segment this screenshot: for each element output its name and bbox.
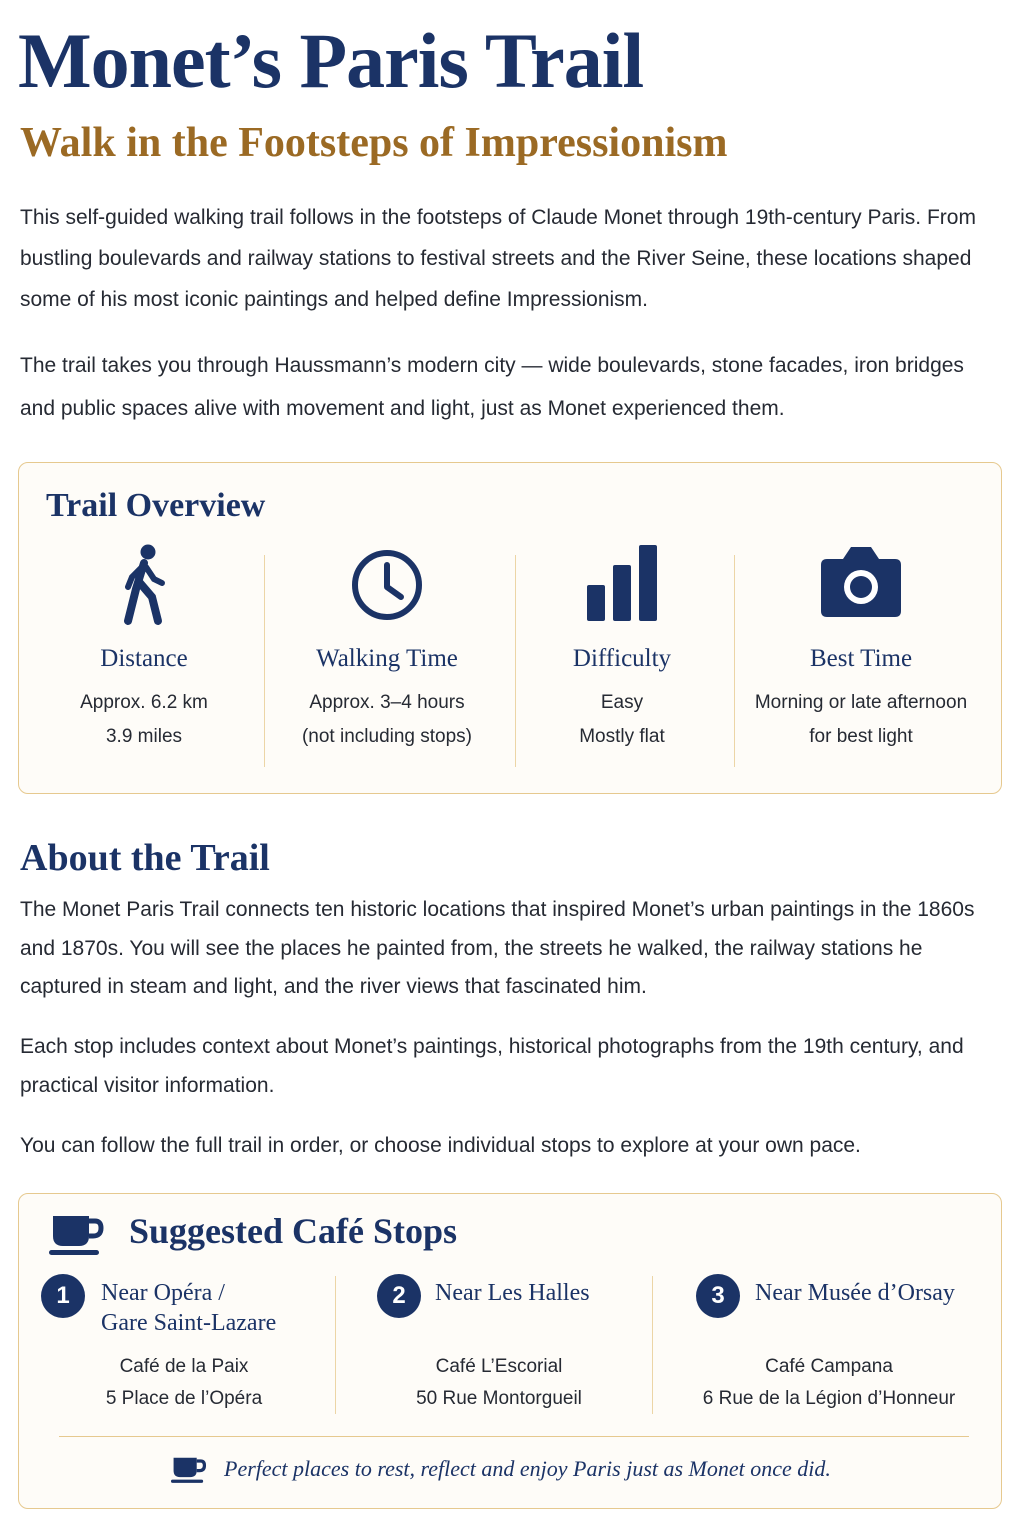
cafe-stops-title: Suggested Café Stops [129, 1211, 458, 1251]
stat-best-time [741, 543, 981, 763]
cafe-divider [335, 1276, 336, 1414]
stat-label: Walking Time [316, 645, 458, 672]
cafe-address: 5 Place de l’Opéra [105, 1388, 263, 1409]
cafe-stop-1 [39, 1274, 339, 1424]
stat-divider [515, 555, 516, 767]
coffee-cup-icon [49, 1214, 105, 1261]
about-paragraph-2: Each stop includes context about Monet’s paintings, historical photographs from the 19th century, and practical visitor information. [20, 1035, 964, 1097]
page-subtitle: Walk in the Footsteps of Impressionism [20, 120, 728, 166]
stop-area: Near Les Halles [435, 1280, 590, 1306]
stat-label: Best Time [809, 645, 913, 672]
page-title: Monet’s Paris Trail [18, 17, 644, 104]
cafe-divider [652, 1276, 653, 1414]
cafe-name: Café de la Paix [119, 1356, 249, 1377]
stat-difficulty [522, 543, 722, 763]
stat-value: Easy [600, 692, 644, 713]
stat-label: Difficulty [572, 645, 672, 672]
stat-detail: for best light [809, 726, 913, 747]
stop-area: Near Opéra / Gare Saint-Lazare [101, 1280, 277, 1336]
cafe-footer-divider [59, 1436, 969, 1437]
stat-detail: 3.9 miles [105, 726, 183, 747]
cafe-stop-2 [349, 1274, 649, 1424]
cafe-name: Café L’Escorial [435, 1356, 563, 1377]
cafe-address: 50 Rue Montorgueil [416, 1388, 582, 1409]
stat-detail: Mostly flat [579, 726, 665, 747]
about-paragraph-3: You can follow the full trail in order, or choose individual stops to explore at your own pace. [20, 1134, 861, 1157]
stat-value: Approx. 6.2 km [80, 692, 208, 713]
stop-number-badge: 2 [377, 1274, 421, 1318]
cafe-address: 6 Rue de la Légion d’Honneur [702, 1388, 956, 1409]
stat-divider [734, 555, 735, 767]
stat-walking-time [272, 543, 502, 763]
cafe-stops-card [18, 1193, 1002, 1509]
trail-overview-title: Trail Overview [46, 487, 266, 524]
stat-value: Approx. 3–4 hours [309, 692, 465, 713]
stop-number-badge: 1 [41, 1274, 85, 1318]
camera-icon [819, 543, 903, 624]
about-paragraph-1: The Monet Paris Trail connects ten historic locations that inspired Monet’s urban paintings in the 1860s and 1870s. You will see the places he painted from, the streets he walked, the railway stations he captured in steam and light, and the river views that fascinated him. [20, 898, 975, 998]
stat-label: Distance [100, 645, 188, 672]
clock-icon [347, 543, 427, 628]
intro-paragraph-1: This self-guided walking trail follows in the footsteps of Claude Monet through 19th-century Paris. From bustling boulevards and railway stations to festival streets and the River Seine, these locations shaped some of his most iconic paintings and helped define Impressionism. [20, 206, 976, 311]
stat-divider [264, 555, 265, 767]
coffee-cup-icon [171, 1456, 207, 1489]
cafe-name: Café Campana [765, 1356, 893, 1377]
intro-paragraph-2: The trail takes you through Haussmann’s modern city — wide boulevards, stone facades, iron bridges and public spaces alive with movement and light, just as Monet experienced them. [20, 354, 964, 420]
about-title: About the Trail [20, 837, 270, 879]
stat-detail: (not including stops) [301, 726, 473, 747]
cafe-stop-3 [664, 1274, 994, 1424]
stop-number-badge: 3 [696, 1274, 740, 1318]
bar-chart-icon [585, 543, 659, 628]
stat-value: Morning or late afternoon [754, 692, 968, 713]
trail-overview-card [18, 462, 1002, 794]
walking-person-icon [114, 543, 174, 632]
stop-area: Near Musée d’Orsay [755, 1280, 955, 1306]
cafe-footer-note: Perfect places to rest, reflect and enjoy Paris just as Monet once did. [224, 1456, 831, 1481]
stat-distance [39, 543, 249, 763]
